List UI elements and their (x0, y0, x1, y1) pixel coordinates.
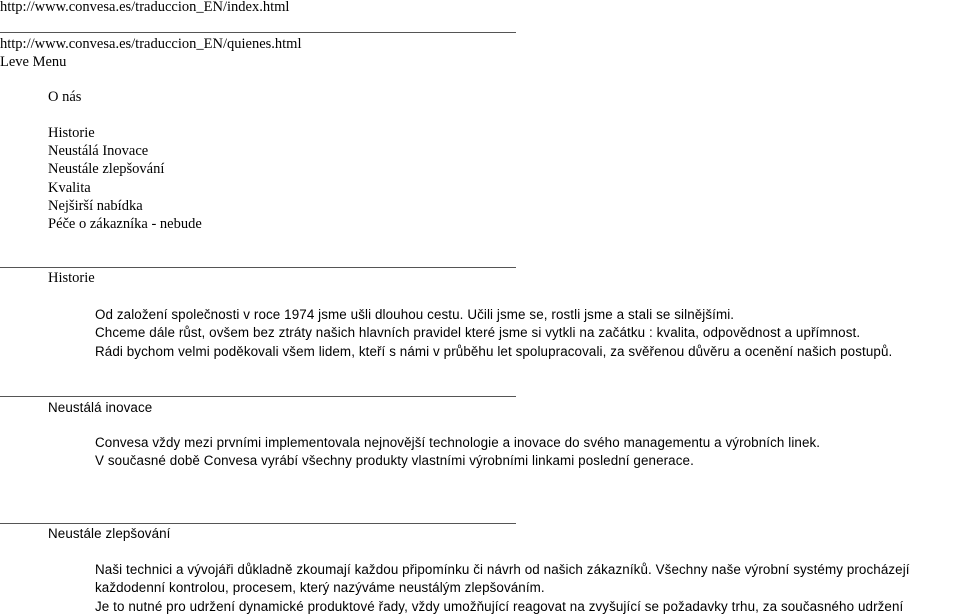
divider-zlepsovani (0, 523, 516, 524)
quienes-link[interactable]: http://www.convesa.es/traduccion_EN/quienes.html (0, 36, 302, 52)
index-link[interactable]: http://www.convesa.es/traduccion_EN/index.html (0, 0, 290, 15)
section-heading-zlepsovani: Neustále zlepšování (48, 526, 171, 541)
divider-historie (0, 267, 516, 268)
divider-inovace (0, 396, 516, 397)
menu-item-neustala-inovace[interactable]: Neustálá Inovace (48, 143, 149, 160)
section-body-zlepsovani (95, 561, 910, 616)
paragraph-line: Je to nutné pro udržení dynamické produktové řady, vždy umožňující reagovat na zvyšující se požadavky trhu, za současného udržení (95, 598, 904, 614)
menu-item-pece-o-zakaznika[interactable]: Péče o zákazníka - nebude (48, 215, 202, 232)
section-heading-inovace: Neustálá inovace (48, 400, 153, 415)
menu-item-nejsirsi-nabidka[interactable]: Nejširší nabídka (48, 197, 143, 214)
divider-top (0, 32, 516, 33)
paragraph-line: Rádi bychom velmi poděkovali všem lidem, kteří s námi v průběhu let spolupracovali, za svěřenou důvěru a ocenění našich postupů. (95, 343, 893, 359)
menu-item-o-nas[interactable]: O nás (48, 89, 82, 105)
section-heading-historie: Historie (48, 270, 95, 286)
paragraph-line: každodenní kontrolou, procesem, který nazýváme neustálým zlepšováním. (95, 580, 545, 596)
menu-item-neustale-zlepsovani[interactable]: Neustále zlepšování (48, 161, 165, 178)
paragraph-line: Naši technici a vývojáři důkladně zkoumají každou připomínku či návrh od našich zákazníků. Všechny naše výrobní systémy procházejí (95, 562, 910, 577)
menu-list (48, 124, 202, 233)
section-body-historie (95, 306, 892, 361)
section-body-inovace (95, 434, 820, 471)
paragraph-line: Chceme dále růst, ovšem bez ztráty našich hlavních pravidel které jsme si vytkli na začátku : kvalita, odpovědnost a upřímnost. (95, 325, 861, 341)
paragraph-line: Convesa vždy mezi prvními implementovala nejnovější technologie a inovace do svého managementu a výrobních linek. (95, 435, 821, 450)
paragraph-line: Od založení společnosti v roce 1974 jsme ušli dlouhou cestu. Učili jsme se, rostli jsme a stali se silnějšími. (95, 307, 735, 322)
paragraph-line: V současné době Convesa vyrábí všechny produkty vlastními výrobními linkami poslední generace. (95, 453, 694, 469)
leve-menu-label: Leve Menu (0, 54, 67, 70)
menu-item-kvalita[interactable]: Kvalita (48, 179, 91, 196)
menu-item-historie[interactable]: Historie (48, 125, 95, 141)
